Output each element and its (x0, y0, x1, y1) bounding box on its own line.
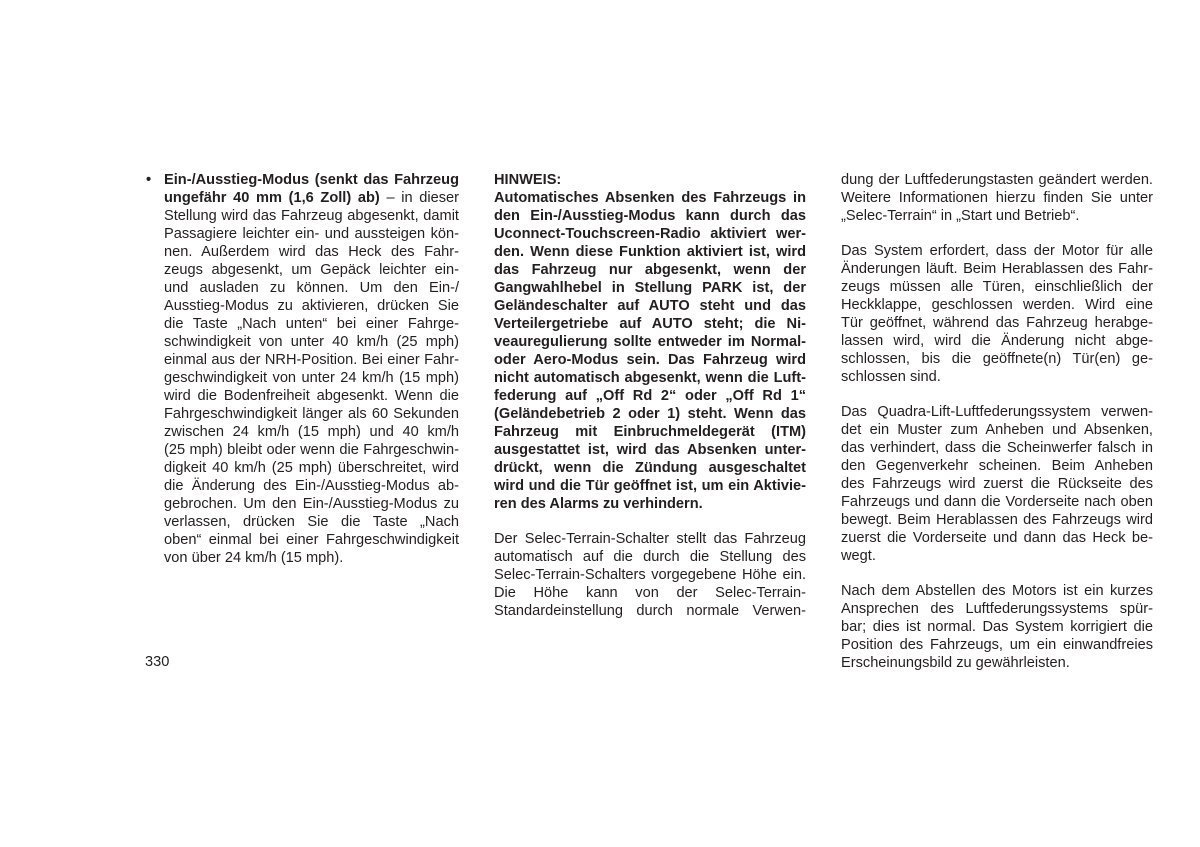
text-line: wegt. (841, 548, 876, 564)
text-line: Automatisches Absenken des Fahrzeugs in (494, 190, 806, 206)
text-run: die Taste „Nach unten“ bei einer Fahrge- (164, 316, 459, 332)
text-line: Standardeinstellung durch normale Verwen- (494, 603, 806, 619)
text-line: Das System erfordert, dass der Motor für alle (841, 243, 1153, 259)
text-run: Stellung wird das Fahrzeug abgesenkt, damit (164, 208, 459, 224)
column-middle (494, 171, 806, 620)
text-line (164, 315, 459, 333)
text-line: automatisch auf die durch die Stellung des (494, 549, 806, 565)
text-line (164, 189, 459, 207)
text-run: nen. Außerdem wird das Heck des Fahr- (164, 244, 459, 260)
text-line: Ansprechen des Luftfederungssystems spür- (841, 601, 1153, 617)
paragraph-selec-terrain (494, 530, 806, 620)
text-run: von über 24 km/h (15 mph). (164, 550, 344, 566)
text-line: den. Wenn diese Funktion aktiviert ist, wird (494, 244, 806, 260)
text-line (164, 549, 459, 567)
text-line (164, 423, 459, 441)
text-line (164, 225, 459, 243)
text-line: lassen wird, wird die Änderung nicht abge- (841, 333, 1153, 349)
text-line: veauregulierung sollte entweder im Normal- (494, 334, 806, 350)
text-line: Das Quadra-Lift-Luftfederungssystem verwen- (841, 404, 1153, 420)
text-line (164, 387, 459, 405)
text-line: den Gegenverkehr scheinen. Beim Anheben (841, 458, 1153, 474)
text-line: Selec-Terrain-Schalters vorgegebene Höhe ein. (494, 567, 806, 583)
text-line: Gangwahlhebel in Stellung PARK ist, der (494, 280, 806, 296)
text-line: Tür geöffnet, während das Fahrzeug herabge- (841, 315, 1153, 331)
column-left (146, 171, 459, 567)
text-line: det ein Muster zum Anheben und Absenken, (841, 422, 1153, 438)
text-run: zwischen 24 km/h (15 mph) und 40 km/h (164, 424, 459, 440)
text-line: schlossen sind. (841, 369, 941, 385)
text-run: und ausladen zu können. Um den Ein-/ (164, 280, 459, 296)
note-heading: HINWEIS: (494, 172, 562, 188)
text-line (164, 333, 459, 351)
text-run: digkeit 40 km/h (25 mph) überschreitet, wird (164, 460, 459, 476)
text-line: Geländeschalter auf AUTO steht und das (494, 298, 806, 314)
text-line (164, 513, 459, 531)
text-line: ren des Alarms zu verhindern. (494, 496, 703, 512)
text-line: Heckklappe, geschlossen werden. Wird eine (841, 297, 1153, 313)
bold-label: Ein-/Ausstieg-Modus (senkt das Fahrzeug (164, 172, 459, 188)
text-line (164, 495, 459, 513)
page-number: 330 (145, 654, 170, 670)
text-line: zeugs müssen alle Türen, einschließlich der (841, 279, 1153, 295)
text-run: zeugs abgesenkt, um Gepäck leichter ein- (164, 262, 459, 278)
text-line: oder Aero-Modus sein. Das Fahrzeug wird (494, 352, 806, 368)
bold-label: ungefähr 40 mm (1,6 Zoll) ab) (164, 190, 380, 206)
paragraph-quadra-lift (841, 403, 1153, 565)
text-line: schlossen, bis die geöffnete(n) Tür(en) ge- (841, 351, 1153, 367)
text-run: (25 mph) bleibt oder wenn die Fahrgeschwin- (164, 442, 459, 458)
bullet-icon: • (146, 172, 152, 188)
paragraph-system-requirements (841, 242, 1153, 386)
text-line: Fahrzeugs und dann die Vorderseite nach oben (841, 494, 1153, 510)
text-line: zuerst die Vorderseite und dann das Heck be- (841, 530, 1153, 546)
text-line (164, 297, 459, 315)
text-line (164, 171, 459, 189)
text-line (164, 459, 459, 477)
text-line: das Fahrzeug nur abgesenkt, wenn der (494, 262, 806, 278)
text-line: drückt, wenn die Zündung ausgeschaltet (494, 460, 806, 476)
text-line: Verteilergetriebe auf AUTO steht; die Ni- (494, 316, 806, 332)
text-line: Erscheinungsbild zu gewährleisten. (841, 655, 1070, 671)
text-run: einmal aus der NRH-Position. Bei einer Fahr- (164, 352, 459, 368)
text-line: bewegt. Beim Herablassen des Fahrzeugs wird (841, 512, 1153, 528)
text-run: Fahrgeschwindigkeit länger als 60 Sekunden (164, 406, 459, 422)
text-run: gebrochen. Um den Ein-/Ausstieg-Modus zu (164, 496, 459, 512)
text-line (164, 477, 459, 495)
text-line: des Fahrzeugs wird zuerst die Rückseite des (841, 476, 1153, 492)
text-run: Ausstieg-Modus zu aktivieren, drücken Sie (164, 298, 459, 314)
text-line: ausgestattet ist, wird das Absenken unter- (494, 442, 806, 458)
text-run: die Änderung des Ein-/Ausstieg-Modus ab- (164, 478, 459, 494)
text-line: Nach dem Abstellen des Motors ist ein kurzes (841, 583, 1153, 599)
text-line: nicht automatisch abgesenkt, wenn die Luft- (494, 370, 806, 386)
text-line: das verhindert, dass die Scheinwerfer falsch in (841, 440, 1153, 456)
text-line: bar; dies ist normal. Das System korrigiert die (841, 619, 1153, 635)
text-line (164, 207, 459, 225)
text-line (164, 531, 459, 549)
text-line: wird und die Tür geöffnet ist, um ein Aktivie- (494, 478, 806, 494)
text-line: Der Selec-Terrain-Schalter stellt das Fahrzeug (494, 531, 806, 547)
text-line: Position des Fahrzeugs, um ein einwandfreies (841, 637, 1153, 653)
text-line (164, 405, 459, 423)
text-run: geschwindigkeit von unter 24 km/h (15 mph) (164, 370, 459, 386)
text-line: Änderungen läuft. Beim Herablassen des Fahr- (841, 261, 1153, 277)
text-line (164, 369, 459, 387)
text-run: Passagiere leichter ein- und aussteigen kön- (164, 226, 459, 242)
text-line (164, 261, 459, 279)
text-line: dung der Luftfederungstasten geändert werden. (841, 172, 1153, 188)
text-line: „Selec-Terrain“ in „Start und Betrieb“. (841, 208, 1080, 224)
text-line (164, 351, 459, 369)
text-run: – in dieser (379, 190, 459, 206)
text-run: verlassen, drücken Sie die Taste „Nach (164, 514, 459, 530)
column-right (841, 171, 1153, 672)
text-line: Fahrzeug mit Einbruchmeldegerät (ITM) (494, 424, 806, 440)
text-run: schwindigkeit von unter 40 km/h (25 mph) (164, 334, 459, 350)
bullet-text (164, 171, 459, 567)
text-run: wird die Bodenfreiheit abgesenkt. Wenn die (164, 388, 459, 404)
text-line (164, 279, 459, 297)
note-text (494, 189, 806, 513)
paragraph-continued (841, 171, 1153, 225)
text-line (164, 441, 459, 459)
text-line (164, 243, 459, 261)
text-run: oben“ einmal bei einer Fahrgeschwindigkeit (164, 532, 459, 548)
text-line: Weitere Informationen hierzu finden Sie unter (841, 190, 1153, 206)
text-line: federung auf „Off Rd 2“ oder „Off Rd 1“ (494, 388, 806, 404)
text-line: den Ein-/Ausstieg-Modus kann durch das (494, 208, 806, 224)
text-line: (Geländebetrieb 2 oder 1) steht. Wenn das (494, 406, 806, 422)
paragraph-engine-off (841, 582, 1153, 672)
text-line: Die Höhe kann von der Selec-Terrain- (494, 585, 806, 601)
bullet-item-entry-exit-mode (146, 171, 459, 567)
text-line: Uconnect-Touchscreen-Radio aktiviert wer- (494, 226, 806, 242)
